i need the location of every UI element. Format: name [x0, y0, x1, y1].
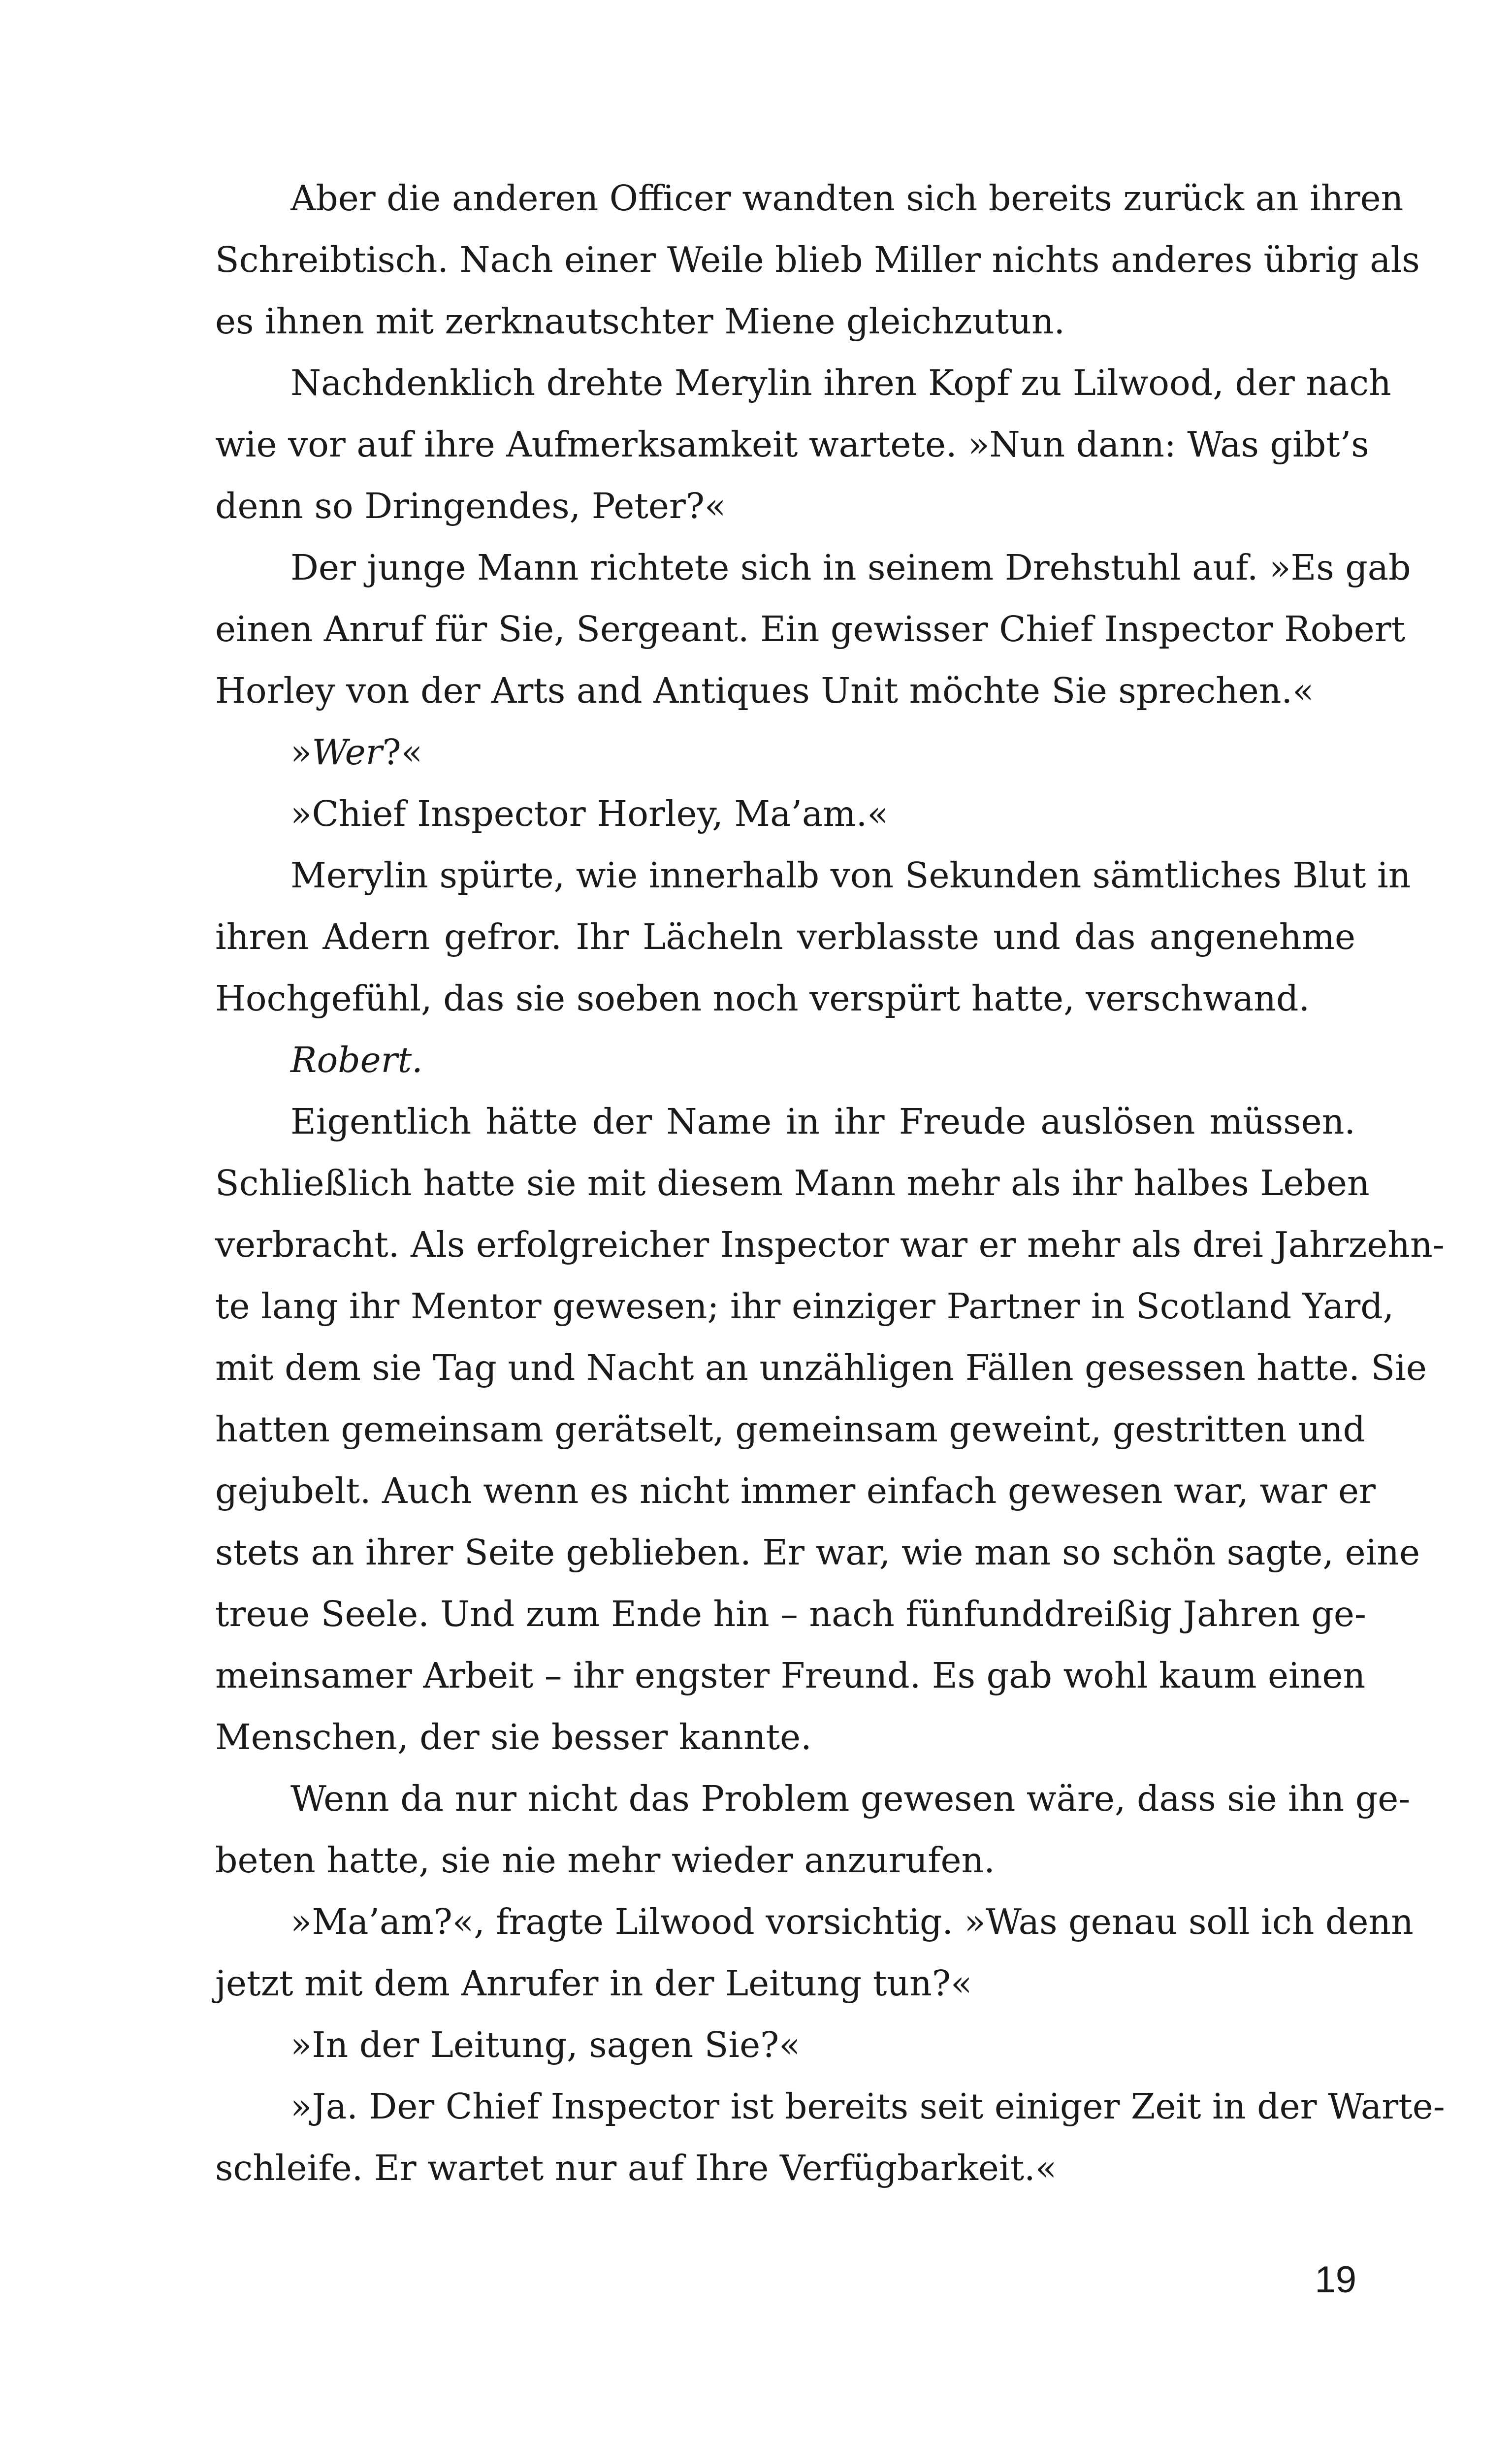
text-line: [215, 721, 1355, 783]
paragraph-8: [215, 1091, 1445, 1768]
text-line: verbracht. Als erfolgreicher Inspector war er mehr als drei Jahrzehn-: [215, 1224, 1445, 1265]
quote-close: ?«: [382, 732, 423, 773]
text-line: denn so Dringendes, Peter?«: [215, 486, 726, 526]
text-line: gejubelt. Auch wenn es nicht immer einfach gewesen war, war er: [215, 1470, 1376, 1511]
text-line: schleife. Er wartet nur auf Ihre Verfügbarkeit.«: [215, 2148, 1057, 2188]
quote-open: »: [290, 732, 312, 773]
paragraph-11: [215, 2014, 1355, 2076]
text-line: Merylin spürte, wie innerhalb von Sekunden sämtliches Blut in: [290, 855, 1411, 896]
text-line: Der junge Mann richtete sich in seinem Drehstuhl auf. »Es gab: [290, 547, 1411, 588]
text-line: ihren Adern gefror. Ihr Lächeln verblasste und das angenehme: [215, 916, 1355, 957]
text-line: »In der Leitung, sagen Sie?«: [290, 2024, 801, 2065]
text-line: einen Anruf für Sie, Sergeant. Ein gewisser Chief Inspector Robert: [215, 609, 1406, 650]
text-line: Robert.: [290, 1040, 423, 1080]
paragraph-2: [215, 352, 1391, 537]
text-line: Nachdenklich drehte Merylin ihren Kopf zu Lilwood, der nach: [290, 362, 1391, 403]
text-line: stets an ihrer Seite geblieben. Er war, wie man so schön sagte, eine: [215, 1532, 1420, 1573]
text-line: Eigentlich hätte der Name in ihr Freude auslösen müssen.: [290, 1101, 1355, 1142]
text-line: wie vor auf ihre Aufmerksamkeit wartete. »Nun dann: Was gibt’s: [215, 424, 1369, 465]
text-line: hatten gemeinsam gerätselt, gemeinsam geweint, gestritten und: [215, 1409, 1366, 1450]
text-line: mit dem sie Tag und Nacht an unzähligen Fällen gesessen hatte. Sie: [215, 1347, 1427, 1388]
paragraph-1: [215, 167, 1420, 352]
text-line: »Ma’am?«, fragte Lilwood vorsichtig. »Was genau soll ich denn: [290, 1901, 1414, 1942]
paragraph-5: [215, 783, 1355, 845]
text-line: Hochgefühl, das sie soeben noch verspürt hatte, verschwand.: [215, 978, 1310, 1019]
text-line: meinsamer Arbeit – ihr engster Freund. Es gab wohl kaum einen: [215, 1655, 1366, 1696]
text-line: Menschen, der sie besser kannte.: [215, 1717, 812, 1758]
text-line: treue Seele. Und zum Ende hin – nach fünfunddreißig Jahren ge-: [215, 1594, 1366, 1634]
text-line: »Chief Inspector Horley, Ma’am.«: [290, 793, 889, 834]
paragraph-12: [215, 2076, 1445, 2199]
text-line: Aber die anderen Officer wandten sich bereits zurück an ihren: [290, 178, 1404, 219]
text-line: Schreibtisch. Nach einer Weile blieb Miller nichts anderes übrig als: [215, 239, 1420, 280]
text-line: »Ja. Der Chief Inspector ist bereits seit einiger Zeit in der Warte-: [290, 2086, 1445, 2127]
text-line: Horley von der Arts and Antiques Unit möchte Sie sprechen.«: [215, 670, 1314, 711]
body-text: [215, 167, 1445, 2199]
paragraph-6: [215, 845, 1411, 1029]
text-line: Wenn da nur nicht das Problem gewesen wäre, dass sie ihn ge-: [290, 1778, 1411, 1819]
paragraph-9: [215, 1768, 1411, 1891]
text-line: beten hatte, sie nie mehr wieder anzurufen.: [215, 1840, 995, 1881]
emphasis-text: Wer: [312, 732, 383, 773]
paragraph-10: [215, 1891, 1414, 2014]
paragraph-7: [215, 1029, 1355, 1091]
page-number: 19: [1315, 2259, 1356, 2301]
text-line: Schließlich hatte sie mit diesem Mann mehr als ihr halbes Leben: [215, 1163, 1370, 1204]
text-line: es ihnen mit zerknautschter Miene gleichzutun.: [215, 301, 1065, 342]
paragraph-4: [215, 721, 1355, 783]
text-line: te lang ihr Mentor gewesen; ihr einziger Partner in Scotland Yard,: [215, 1286, 1394, 1327]
paragraph-3: [215, 537, 1411, 721]
text-line: jetzt mit dem Anrufer in der Leitung tun?«: [215, 1963, 972, 2004]
